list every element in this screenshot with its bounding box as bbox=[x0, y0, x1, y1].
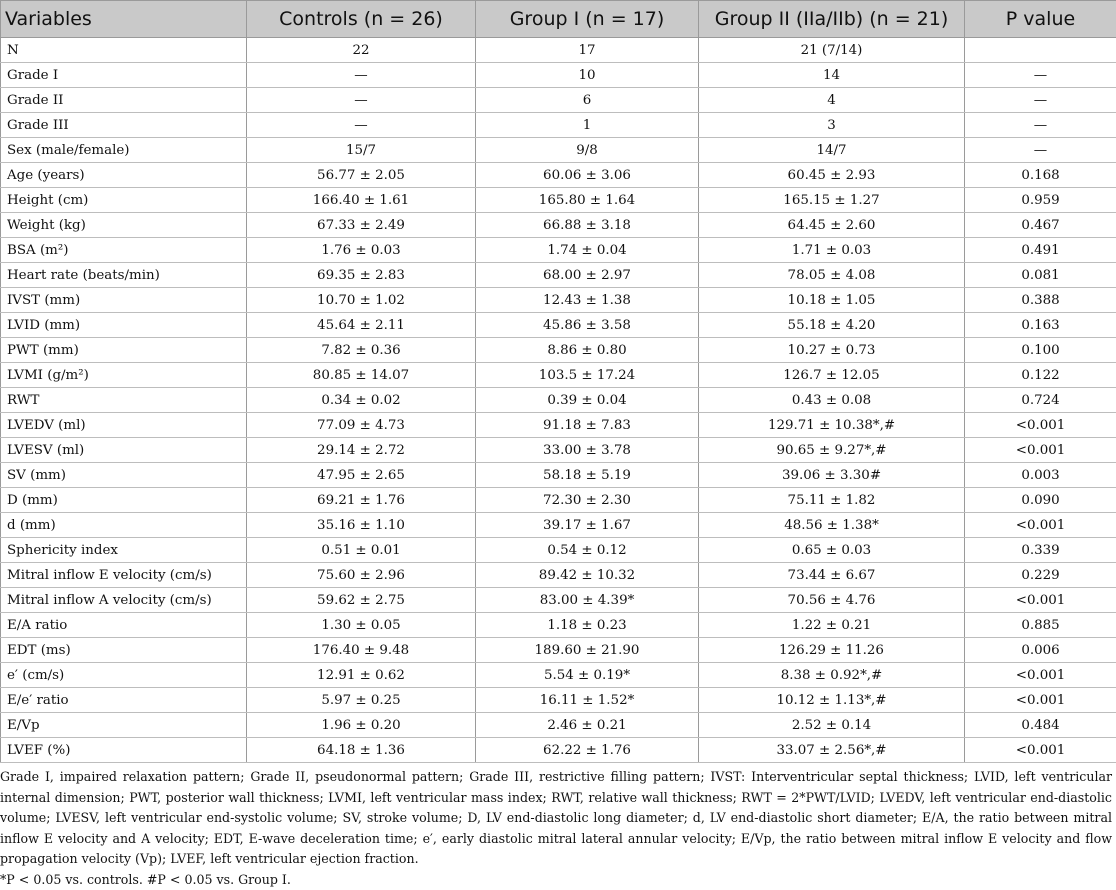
table-row bbox=[1, 288, 1116, 313]
header-controls: Controls (n = 26) bbox=[247, 1, 476, 38]
cell-group-1: 83.00 ± 4.39* bbox=[476, 588, 699, 613]
cell-p-value: 0.484 bbox=[965, 713, 1116, 738]
cell-p-value: 0.491 bbox=[965, 238, 1116, 263]
cell-controls: 29.14 ± 2.72 bbox=[247, 438, 476, 463]
cell-group-2: 2.52 ± 0.14 bbox=[699, 713, 965, 738]
cell-group-1: 9/8 bbox=[476, 138, 699, 163]
row-label: IVST (mm) bbox=[1, 288, 247, 313]
table-header bbox=[1, 1, 1116, 38]
table-row bbox=[1, 688, 1116, 713]
row-label: E/A ratio bbox=[1, 613, 247, 638]
cell-group-2: 90.65 ± 9.27*,# bbox=[699, 438, 965, 463]
cell-controls: 80.85 ± 14.07 bbox=[247, 363, 476, 388]
row-label: Sex (male/female) bbox=[1, 138, 247, 163]
cell-group-2: 48.56 ± 1.38* bbox=[699, 513, 965, 538]
table-row bbox=[1, 38, 1116, 63]
row-label: BSA (m²) bbox=[1, 238, 247, 263]
cell-group-1: 0.39 ± 0.04 bbox=[476, 388, 699, 413]
abbreviations-note: Grade I, impaired relaxation pattern; Grade II, pseudonormal pattern; Grade III, restrictive filling pattern; IVST: Interventricular septal thickness; LVID, left ventricular internal dimension; PWT, posterior wall thickness; LVMI, left ventricular mass index; RWT, relative wall thickness; RWT = 2*PWT/LVID; LVEDV, left ventricular end-diastolic volume; LVESV, left ventricular end-systolic volume; SV, stroke volume; D, LV end-diastolic long diameter; d, LV end-diastolic short diameter; E/A, the ratio between mitral inflow E velocity and A velocity; EDT, E-wave deceleration time; e′, early diastolic mitral lateral annular velocity; E/Vp, the ratio between mitral inflow E velocity and flow propagation velocity (Vp); LVEF, left ventricular ejection fraction. bbox=[0, 767, 1112, 870]
table-row bbox=[1, 663, 1116, 688]
table-row bbox=[1, 463, 1116, 488]
table-row bbox=[1, 513, 1116, 538]
header-p-value: P value bbox=[965, 1, 1116, 38]
table-row bbox=[1, 363, 1116, 388]
cell-group-1: 189.60 ± 21.90 bbox=[476, 638, 699, 663]
table-row bbox=[1, 413, 1116, 438]
row-label: Mitral inflow E velocity (cm/s) bbox=[1, 563, 247, 588]
cell-group-1: 72.30 ± 2.30 bbox=[476, 488, 699, 513]
cell-controls: 59.62 ± 2.75 bbox=[247, 588, 476, 613]
cell-controls: 67.33 ± 2.49 bbox=[247, 213, 476, 238]
cell-p-value: 0.467 bbox=[965, 213, 1116, 238]
header-row bbox=[1, 1, 1116, 38]
cell-group-2: 10.27 ± 0.73 bbox=[699, 338, 965, 363]
table-row bbox=[1, 313, 1116, 338]
table-row bbox=[1, 338, 1116, 363]
cell-controls: 69.35 ± 2.83 bbox=[247, 263, 476, 288]
cell-controls: 1.30 ± 0.05 bbox=[247, 613, 476, 638]
cell-group-2: 0.43 ± 0.08 bbox=[699, 388, 965, 413]
cell-p-value: — bbox=[965, 113, 1116, 138]
row-label: EDT (ms) bbox=[1, 638, 247, 663]
cell-p-value: <0.001 bbox=[965, 588, 1116, 613]
cell-group-2: 73.44 ± 6.67 bbox=[699, 563, 965, 588]
cell-group-1: 68.00 ± 2.97 bbox=[476, 263, 699, 288]
cell-p-value: 0.885 bbox=[965, 613, 1116, 638]
row-label: e′ (cm/s) bbox=[1, 663, 247, 688]
cell-group-1: 2.46 ± 0.21 bbox=[476, 713, 699, 738]
cell-group-2: 1.22 ± 0.21 bbox=[699, 613, 965, 638]
cell-group-2: 0.65 ± 0.03 bbox=[699, 538, 965, 563]
cell-group-1: 45.86 ± 3.58 bbox=[476, 313, 699, 338]
cell-group-1: 1.18 ± 0.23 bbox=[476, 613, 699, 638]
row-label: Heart rate (beats/min) bbox=[1, 263, 247, 288]
cell-controls: 1.76 ± 0.03 bbox=[247, 238, 476, 263]
cell-group-2: 14 bbox=[699, 63, 965, 88]
cell-p-value: 0.006 bbox=[965, 638, 1116, 663]
table-row bbox=[1, 713, 1116, 738]
cell-group-2: 129.71 ± 10.38*,# bbox=[699, 413, 965, 438]
cell-controls: 22 bbox=[247, 38, 476, 63]
row-label: N bbox=[1, 38, 247, 63]
cell-p-value: <0.001 bbox=[965, 513, 1116, 538]
table-row bbox=[1, 638, 1116, 663]
cell-group-1: 103.5 ± 17.24 bbox=[476, 363, 699, 388]
cell-p-value: <0.001 bbox=[965, 688, 1116, 713]
cell-controls: 15/7 bbox=[247, 138, 476, 163]
row-label: Weight (kg) bbox=[1, 213, 247, 238]
cell-controls: 35.16 ± 1.10 bbox=[247, 513, 476, 538]
table-row bbox=[1, 163, 1116, 188]
cell-group-1: 91.18 ± 7.83 bbox=[476, 413, 699, 438]
cell-group-1: 66.88 ± 3.18 bbox=[476, 213, 699, 238]
row-label: SV (mm) bbox=[1, 463, 247, 488]
cell-group-2: 4 bbox=[699, 88, 965, 113]
cell-group-1: 6 bbox=[476, 88, 699, 113]
cell-controls: 12.91 ± 0.62 bbox=[247, 663, 476, 688]
cell-p-value: — bbox=[965, 63, 1116, 88]
cell-p-value: 0.100 bbox=[965, 338, 1116, 363]
row-label: LVID (mm) bbox=[1, 313, 247, 338]
table-row bbox=[1, 238, 1116, 263]
table-row bbox=[1, 388, 1116, 413]
cell-group-2: 14/7 bbox=[699, 138, 965, 163]
cell-p-value: <0.001 bbox=[965, 413, 1116, 438]
table-row bbox=[1, 63, 1116, 88]
cell-group-2: 10.12 ± 1.13*,# bbox=[699, 688, 965, 713]
cell-controls: 75.60 ± 2.96 bbox=[247, 563, 476, 588]
cell-group-2: 21 (7/14) bbox=[699, 38, 965, 63]
table-footnote bbox=[0, 767, 1112, 890]
cell-p-value: 0.122 bbox=[965, 363, 1116, 388]
cell-controls: — bbox=[247, 63, 476, 88]
cell-controls: 77.09 ± 4.73 bbox=[247, 413, 476, 438]
cell-controls: 166.40 ± 1.61 bbox=[247, 188, 476, 213]
cell-group-2: 10.18 ± 1.05 bbox=[699, 288, 965, 313]
table-row bbox=[1, 738, 1116, 763]
cell-p-value: 0.081 bbox=[965, 263, 1116, 288]
cell-group-1: 33.00 ± 3.78 bbox=[476, 438, 699, 463]
row-label: Grade III bbox=[1, 113, 247, 138]
header-group-1: Group I (n = 17) bbox=[476, 1, 699, 38]
cell-controls: 0.51 ± 0.01 bbox=[247, 538, 476, 563]
cell-controls: 5.97 ± 0.25 bbox=[247, 688, 476, 713]
cell-group-2: 55.18 ± 4.20 bbox=[699, 313, 965, 338]
cell-group-1: 39.17 ± 1.67 bbox=[476, 513, 699, 538]
cell-group-1: 5.54 ± 0.19* bbox=[476, 663, 699, 688]
cell-group-1: 16.11 ± 1.52* bbox=[476, 688, 699, 713]
cell-group-2: 3 bbox=[699, 113, 965, 138]
cell-group-2: 60.45 ± 2.93 bbox=[699, 163, 965, 188]
cell-p-value: <0.001 bbox=[965, 663, 1116, 688]
cell-p-value: 0.168 bbox=[965, 163, 1116, 188]
row-label: E/Vp bbox=[1, 713, 247, 738]
cell-p-value: 0.163 bbox=[965, 313, 1116, 338]
cell-group-1: 165.80 ± 1.64 bbox=[476, 188, 699, 213]
table-body bbox=[1, 38, 1116, 763]
cell-group-2: 39.06 ± 3.30# bbox=[699, 463, 965, 488]
table-row bbox=[1, 563, 1116, 588]
cell-group-1: 58.18 ± 5.19 bbox=[476, 463, 699, 488]
cell-group-1: 10 bbox=[476, 63, 699, 88]
row-label: E/e′ ratio bbox=[1, 688, 247, 713]
cell-p-value: 0.090 bbox=[965, 488, 1116, 513]
cell-group-1: 62.22 ± 1.76 bbox=[476, 738, 699, 763]
cell-controls: 7.82 ± 0.36 bbox=[247, 338, 476, 363]
cell-group-1: 1 bbox=[476, 113, 699, 138]
table-row bbox=[1, 138, 1116, 163]
cell-group-2: 126.29 ± 11.26 bbox=[699, 638, 965, 663]
cell-p-value: — bbox=[965, 88, 1116, 113]
cell-group-1: 17 bbox=[476, 38, 699, 63]
row-label: Mitral inflow A velocity (cm/s) bbox=[1, 588, 247, 613]
cell-group-2: 75.11 ± 1.82 bbox=[699, 488, 965, 513]
cell-group-1: 1.74 ± 0.04 bbox=[476, 238, 699, 263]
cell-p-value: 0.003 bbox=[965, 463, 1116, 488]
row-label: Age (years) bbox=[1, 163, 247, 188]
row-label: LVESV (ml) bbox=[1, 438, 247, 463]
cell-group-2: 1.71 ± 0.03 bbox=[699, 238, 965, 263]
cell-group-2: 126.7 ± 12.05 bbox=[699, 363, 965, 388]
cell-controls: 69.21 ± 1.76 bbox=[247, 488, 476, 513]
cell-group-2: 64.45 ± 2.60 bbox=[699, 213, 965, 238]
cell-p-value: 0.724 bbox=[965, 388, 1116, 413]
cell-group-1: 12.43 ± 1.38 bbox=[476, 288, 699, 313]
row-label: LVMI (g/m²) bbox=[1, 363, 247, 388]
cell-p-value: 0.229 bbox=[965, 563, 1116, 588]
cell-controls: 56.77 ± 2.05 bbox=[247, 163, 476, 188]
table-row bbox=[1, 213, 1116, 238]
row-label: PWT (mm) bbox=[1, 338, 247, 363]
cell-controls: 64.18 ± 1.36 bbox=[247, 738, 476, 763]
table-row bbox=[1, 263, 1116, 288]
row-label: Sphericity index bbox=[1, 538, 247, 563]
row-label: Grade II bbox=[1, 88, 247, 113]
table-row bbox=[1, 88, 1116, 113]
row-label: Height (cm) bbox=[1, 188, 247, 213]
table-row bbox=[1, 538, 1116, 563]
cell-group-2: 8.38 ± 0.92*,# bbox=[699, 663, 965, 688]
cell-controls: 10.70 ± 1.02 bbox=[247, 288, 476, 313]
header-group-2: Group II (IIa/IIb) (n = 21) bbox=[699, 1, 965, 38]
cell-p-value: 0.959 bbox=[965, 188, 1116, 213]
row-label: RWT bbox=[1, 388, 247, 413]
cell-group-1: 89.42 ± 10.32 bbox=[476, 563, 699, 588]
row-label: LVEF (%) bbox=[1, 738, 247, 763]
cell-group-2: 165.15 ± 1.27 bbox=[699, 188, 965, 213]
table-row bbox=[1, 438, 1116, 463]
cell-controls: 47.95 ± 2.65 bbox=[247, 463, 476, 488]
cell-controls: 0.34 ± 0.02 bbox=[247, 388, 476, 413]
cell-p-value bbox=[965, 38, 1116, 63]
cell-p-value: <0.001 bbox=[965, 438, 1116, 463]
cell-controls: 45.64 ± 2.11 bbox=[247, 313, 476, 338]
cell-controls: 176.40 ± 9.48 bbox=[247, 638, 476, 663]
cell-controls: — bbox=[247, 88, 476, 113]
cell-p-value: 0.388 bbox=[965, 288, 1116, 313]
cell-p-value: <0.001 bbox=[965, 738, 1116, 763]
row-label: Grade I bbox=[1, 63, 247, 88]
cell-p-value: — bbox=[965, 138, 1116, 163]
table-row bbox=[1, 113, 1116, 138]
table-row bbox=[1, 588, 1116, 613]
table-row bbox=[1, 488, 1116, 513]
cell-group-2: 70.56 ± 4.76 bbox=[699, 588, 965, 613]
cell-group-1: 60.06 ± 3.06 bbox=[476, 163, 699, 188]
row-label: d (mm) bbox=[1, 513, 247, 538]
table-row bbox=[1, 188, 1116, 213]
row-label: LVEDV (ml) bbox=[1, 413, 247, 438]
cell-p-value: 0.339 bbox=[965, 538, 1116, 563]
table-row bbox=[1, 613, 1116, 638]
header-variables: Variables bbox=[1, 1, 247, 38]
row-label: D (mm) bbox=[1, 488, 247, 513]
cell-controls: — bbox=[247, 113, 476, 138]
significance-note: *P < 0.05 vs. controls. #P < 0.05 vs. Group I. bbox=[0, 870, 1112, 890]
cell-group-2: 78.05 ± 4.08 bbox=[699, 263, 965, 288]
cell-controls: 1.96 ± 0.20 bbox=[247, 713, 476, 738]
cell-group-2: 33.07 ± 2.56*,# bbox=[699, 738, 965, 763]
cell-group-1: 0.54 ± 0.12 bbox=[476, 538, 699, 563]
cell-group-1: 8.86 ± 0.80 bbox=[476, 338, 699, 363]
